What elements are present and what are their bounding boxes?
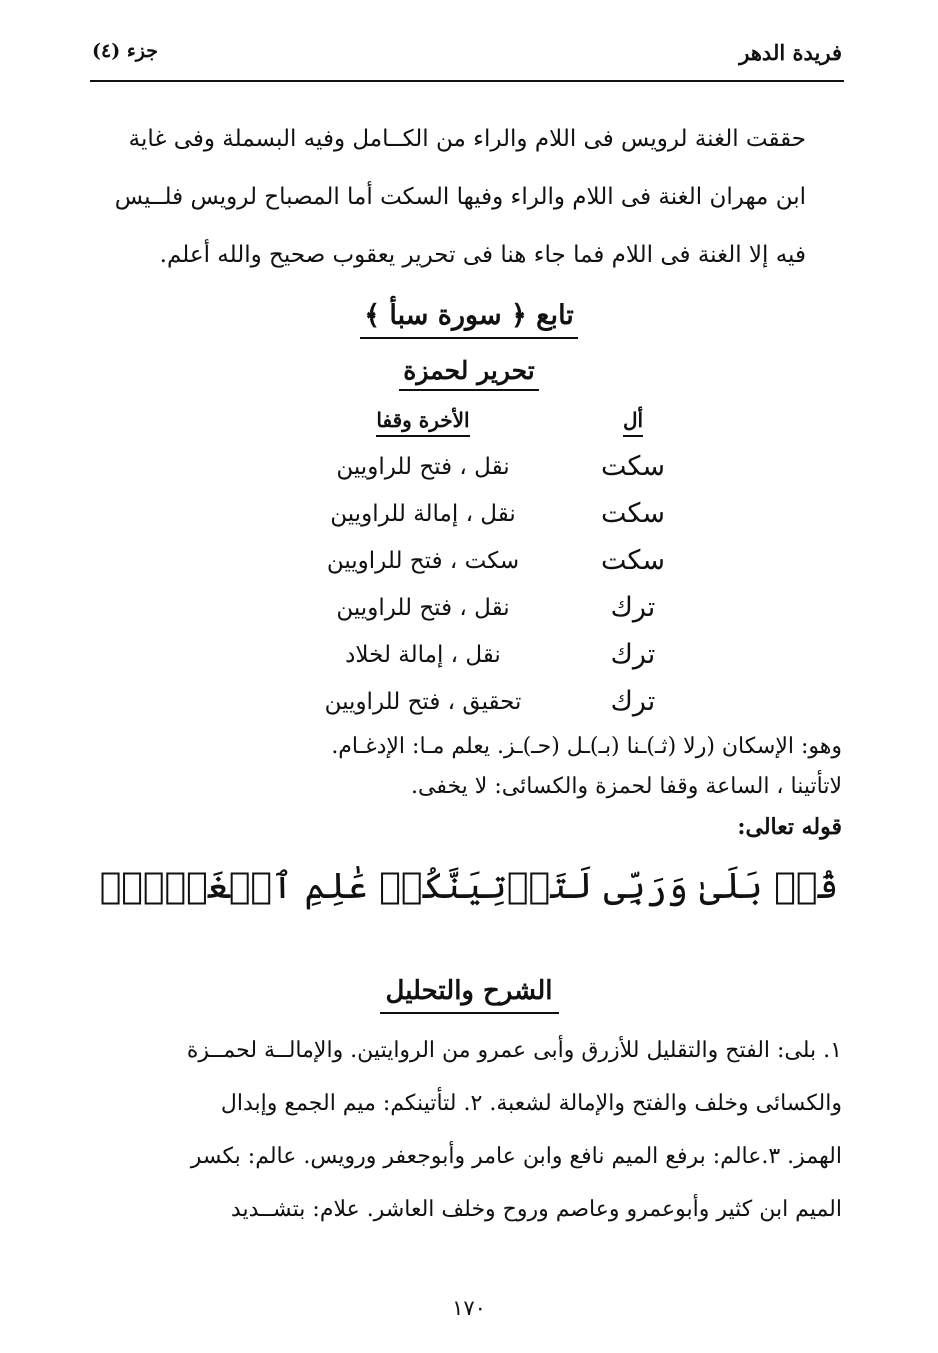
table-cell: سكت (600, 545, 666, 576)
table-cell: ترك (610, 639, 656, 670)
section-subheading-text: تحرير لحمزة (399, 356, 538, 391)
table-cell: نقل ، إمالة لخلاد (345, 641, 501, 668)
commentary-line: والكسائى وخلف والفتح والإمالة لشعبة. ٢. لتأتينكم: ميم الجمع وإبدال (220, 1091, 842, 1116)
commentary-heading (0, 976, 938, 1014)
table-row (268, 537, 688, 584)
commentary-paragraph (97, 1024, 842, 1236)
table-row (268, 443, 688, 490)
sura-heading-text: تابع ﴿ سورة سبأ ﴾ (360, 300, 578, 339)
intro-line: حققت الغنة لرويس فى اللام والراء من الكــامل وفيه البسملة وفى غاية (128, 126, 806, 152)
table-row (268, 584, 688, 631)
table-cell: سكت (600, 498, 666, 529)
header-divider (90, 80, 844, 82)
column-header: الأخرة وقفا (268, 408, 578, 432)
table-cell: نقل ، فتح للراويين (336, 594, 510, 621)
table-cell: ترك (610, 592, 656, 623)
table-cell: تحقيق ، فتح للراويين (324, 688, 522, 715)
table-cell: نقل ، فتح للراويين (336, 453, 510, 480)
after-table-text (92, 727, 842, 847)
text-line: لاتأتينا ، الساعة وقفا لحمزة والكسائى: لا يخفى. (411, 774, 842, 799)
intro-line: فيه إلا الغنة فى اللام فما جاء هنا فى تحرير يعقوب صحيح والله أعلم. (159, 242, 806, 268)
commentary-line: ١. بلى: الفتح والتقليل للأزرق وأبى عمرو من الروايتين. والإمالــة لحمــزة (186, 1038, 842, 1063)
verse-intro: قوله تعالى: (737, 814, 842, 840)
section-subheading (0, 356, 938, 391)
book-title: فريدة الدهر (739, 40, 842, 65)
commentary-line: الهمز. ٣.عالم: برفع الميم نافع وابن عامر وأبوجعفر ورويس. عالم: بكسر (190, 1144, 842, 1169)
table-cell: سكت (600, 451, 666, 482)
table-cell: ترك (610, 686, 656, 717)
commentary-heading-text: الشرح والتحليل (380, 976, 559, 1014)
table-cell: نقل ، إمالة للراويين (330, 500, 516, 527)
column-header: أل (578, 408, 688, 432)
quran-verse: قُلۡ بَلَىٰ وَرَبِّى لَتَأۡتِيَنَّكُمۡ عَٰلِمِ ٱلۡغَيۡبِۖ (99, 866, 839, 907)
table-row (268, 678, 688, 725)
page-number: ١٧٠ (452, 1296, 486, 1320)
table-row (268, 631, 688, 678)
sura-heading (0, 300, 938, 339)
intro-line: ابن مهران الغنة فى اللام والراء وفيها السكت أما المصباح لرويس فلــيس (114, 184, 806, 210)
intro-paragraph (91, 110, 806, 284)
commentary-line: الميم ابن كثير وأبوعمرو وعاصم وروح وخلف العاشر. علام: بتشــديد (230, 1197, 842, 1222)
text-line: وهو: الإسكان (رلا (ثـ)ـنا (بـ)ـل (حـ)ـز. يعلم مـا: الإدغـام. (331, 734, 842, 759)
tahrir-table (268, 396, 688, 725)
part-label: جزء (٤) (92, 40, 158, 62)
table-cell: سكت ، فتح للراويين (326, 547, 520, 574)
table-header-row (268, 396, 688, 443)
table-row (268, 490, 688, 537)
